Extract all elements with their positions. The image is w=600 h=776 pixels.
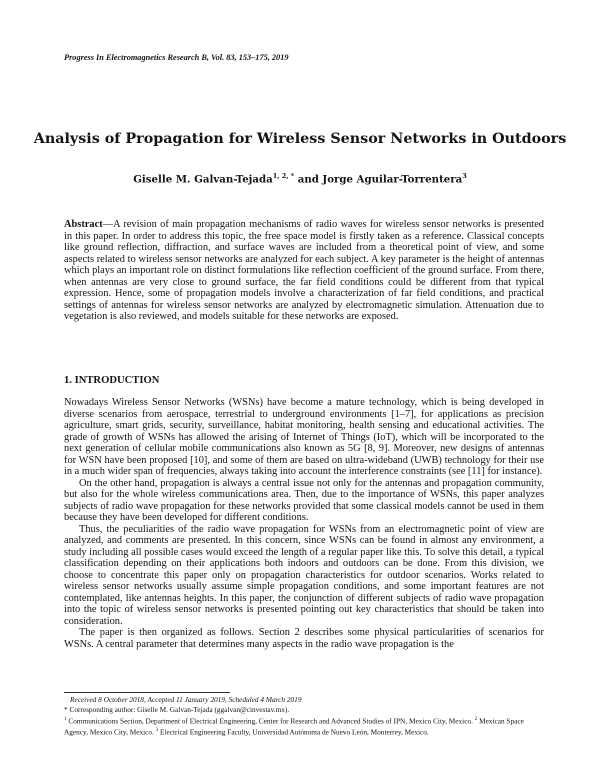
introduction-body (64, 397, 544, 650)
affiliation-text: Electrical Engineering Faculty, Universidad Autónoma de Nuevo León, Monterrey, Mexico. (158, 727, 429, 737)
author-line (0, 172, 600, 185)
affiliation-text: Communications Section, Department of Electrical Engineering, Center for Research and Advanced Studies of IPN, Mexico City, Mexico. (66, 716, 475, 726)
author-affiliation-marks: 3 (462, 172, 467, 180)
abstract (64, 219, 544, 323)
footnote-divider (64, 692, 230, 693)
affiliation-text: Mexican Space Agency, Mexico City, Mexico. (64, 716, 524, 737)
journal-header: Progress In Electromagnetics Research B, Vol. 83, 153–175, 2019 (64, 53, 289, 62)
affiliation-mark: 1 (64, 717, 67, 722)
author-name: Jorge Aguilar-Torrentera (322, 173, 463, 186)
paragraph: Nowadays Wireless Sensor Networks (WSNs) have become a mature technology, which is being developed in diverse scenarios from aerospace, terrestrial to underground environments [1–7], for applications as precision agriculture, smart grids, security, surveillance, habitat monitoring, health sensing and educational activities. The grade of growth of WSNs has allowed the arising of Internet of Things (IoT), which will be incorporated to the next generation of cellular mobile communications also known as 5G [8, 9]. Moreover, new designs of antennas for WSN have been proposed [10], and some of them are based on ultra-wideband (UWB) technology for their use in a much wider span of frequencies, always taking into account the interference constraints (see [11] for instance). (64, 397, 544, 477)
paragraph: Thus, the peculiarities of the radio wave propagation for WSNs from an electromagnetic point of view are analyzed, and comments are presented. In this concern, since WSNs can be found in almost any environment, a study including all possible cases would exceed the length of a regular paper like this. To solve this detail, a typical classification depending on their applications both indoors and outdoors can be done. From this division, we choose to concentrate this paper only on propagation characteristics for outdoor scenarios. Works related to wireless sensor networks usually assume simple propagation conditions, and some important features are not contemplated, like antennas heights. In this paper, the conjunction of different subjects of radio wave propagation into the topic of wireless sensor networks is presented pointing out key characteristics that should be taken into consideration. (64, 523, 544, 627)
paragraph: The paper is then organized as follows. Section 2 describes some physical particularities of scenarios for WSNs. A central parameter that determines many aspects in the radio wave propagation is the (64, 627, 544, 650)
footnotes (64, 695, 544, 738)
corresponding-author-note: * Corresponding author: Giselle M. Galvan-Tejada (ggalvan@cinvestav.mx). (64, 705, 290, 714)
abstract-label: Abstract (64, 219, 103, 230)
section-heading: 1. INTRODUCTION (64, 375, 160, 386)
author-affiliation-marks: 1, 2, * (272, 172, 295, 180)
abstract-text: —A revision of main propagation mechanisms of radio waves for wireless sensor networks is presented in this paper. In order to address this topic, the free space model is firstly taken as a reference. Classical concepts like ground reflection, diffraction, and surface waves are included from a theoretical point of view, and some aspects related to wireless sensor networks are analyzed for each subject. A key parameter is the height of antennas which plays an important role on distinct formulations like reflection coefficient of the ground surface. From there, when antennas are very close to ground surface, the far field conditions could be different from that typical expression. Hence, some of propagation models involve a characterization of far field conditions, and practical settings of antennas for wireless sensor networks are analyzed by electromagnetic simulation. Attenuation due to vegetation is also reviewed, and models suitable for these networks are exposed. (64, 219, 544, 322)
author-separator: and (294, 173, 323, 186)
affiliation-mark: 2 (474, 717, 478, 722)
author-name: Giselle M. Galvan-Tejada (133, 173, 273, 186)
affiliations (64, 715, 544, 738)
paragraph: On the other hand, propagation is always a central issue not only for the antennas and propagation community, but also for the whole wireless communications area. Then, due to the importance of WSNs, this paper analyzes subjects of radio wave propagation for these networks provided that some classical models cannot be used in them because they have been developed for different conditions. (64, 477, 544, 523)
received-dates: Received 8 October 2018, Accepted 11 January 2019, Scheduled 4 March 2019 (70, 695, 302, 704)
paper-title: Analysis of Propagation for Wireless Sensor Networks in Outdoors (33, 131, 567, 147)
affiliation-mark: 3 (155, 728, 159, 734)
